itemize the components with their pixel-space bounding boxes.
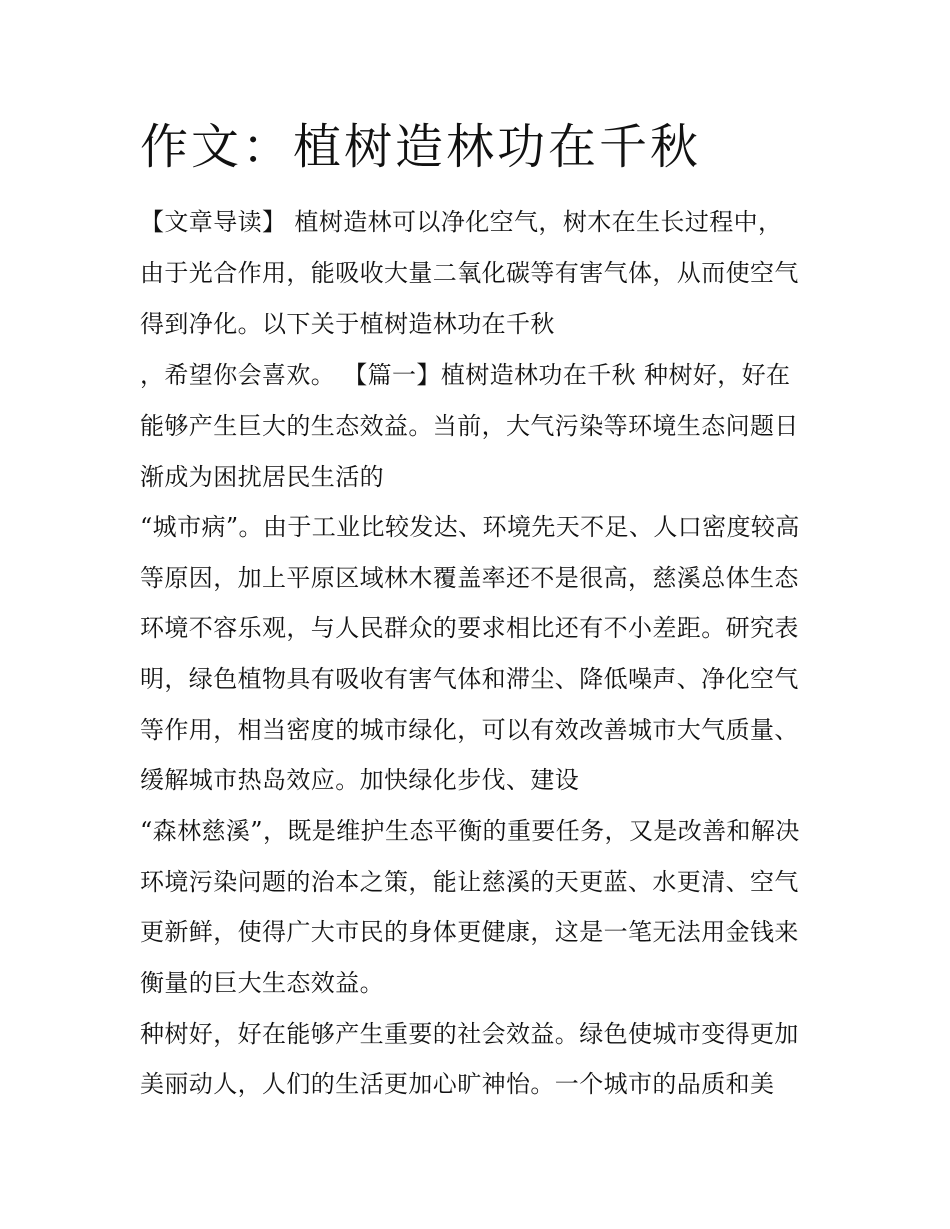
body-line-6: 渐成为困扰居民生活的 [140,463,384,491]
body-line-7: “城市病”。由于工业比较发达、环境先天不足、人口密度较高 [140,513,800,541]
body-line-5: 能够产生巨大的生态效益。当前，大气污染等环境生态问题日 [140,412,799,440]
body-line-16: 衡量的巨大生态效益。 [140,969,384,997]
body-line-8: 等原因，加上平原区域林木覆盖率还不是很高，慈溪总体生态 [140,564,799,592]
document-title: 作文：植树造林功在千秋 [140,119,702,175]
body-line-2: 由于光合作用，能吸收大量二氧化碳等有害气体，从而使空气 [140,259,799,287]
body-line-10: 明，绿色植物具有吸收有害气体和滞尘、降低噪声、净化空气 [140,665,799,693]
body-line-15: 更新鲜，使得广大市民的身体更健康，这是一笔无法用金钱来 [140,918,799,946]
body-line-17: 种树好，好在能够产生重要的社会效益。绿色使城市变得更加 [140,1020,799,1048]
body-line-1: 【文章导读】 植树造林可以净化空气，树木在生长过程中， [140,208,783,236]
body-line-3: 得到净化。以下关于植树造林功在千秋 [140,310,555,338]
body-line-14: 环境污染问题的治本之策，能让慈溪的天更蓝、水更清、空气 [140,868,799,896]
body-line-13: “森林慈溪”，既是维护生态平衡的重要任务，又是改善和解决 [140,817,800,845]
body-line-12: 缓解城市热岛效应。加快绿化步伐、建设 [140,766,580,794]
body-line-4: ，希望你会喜欢。 【篇一】植树造林功在千秋 种树好，好在 [140,361,791,389]
body-line-9: 环境不容乐观，与人民群众的要求相比还有不小差距。研究表 [140,614,799,642]
body-line-18: 美丽动人，人们的生活更加心旷神怡。一个城市的品质和美 [140,1070,775,1098]
body-line-11: 等作用，相当密度的城市绿化，可以有效改善城市大气质量、 [140,716,799,744]
